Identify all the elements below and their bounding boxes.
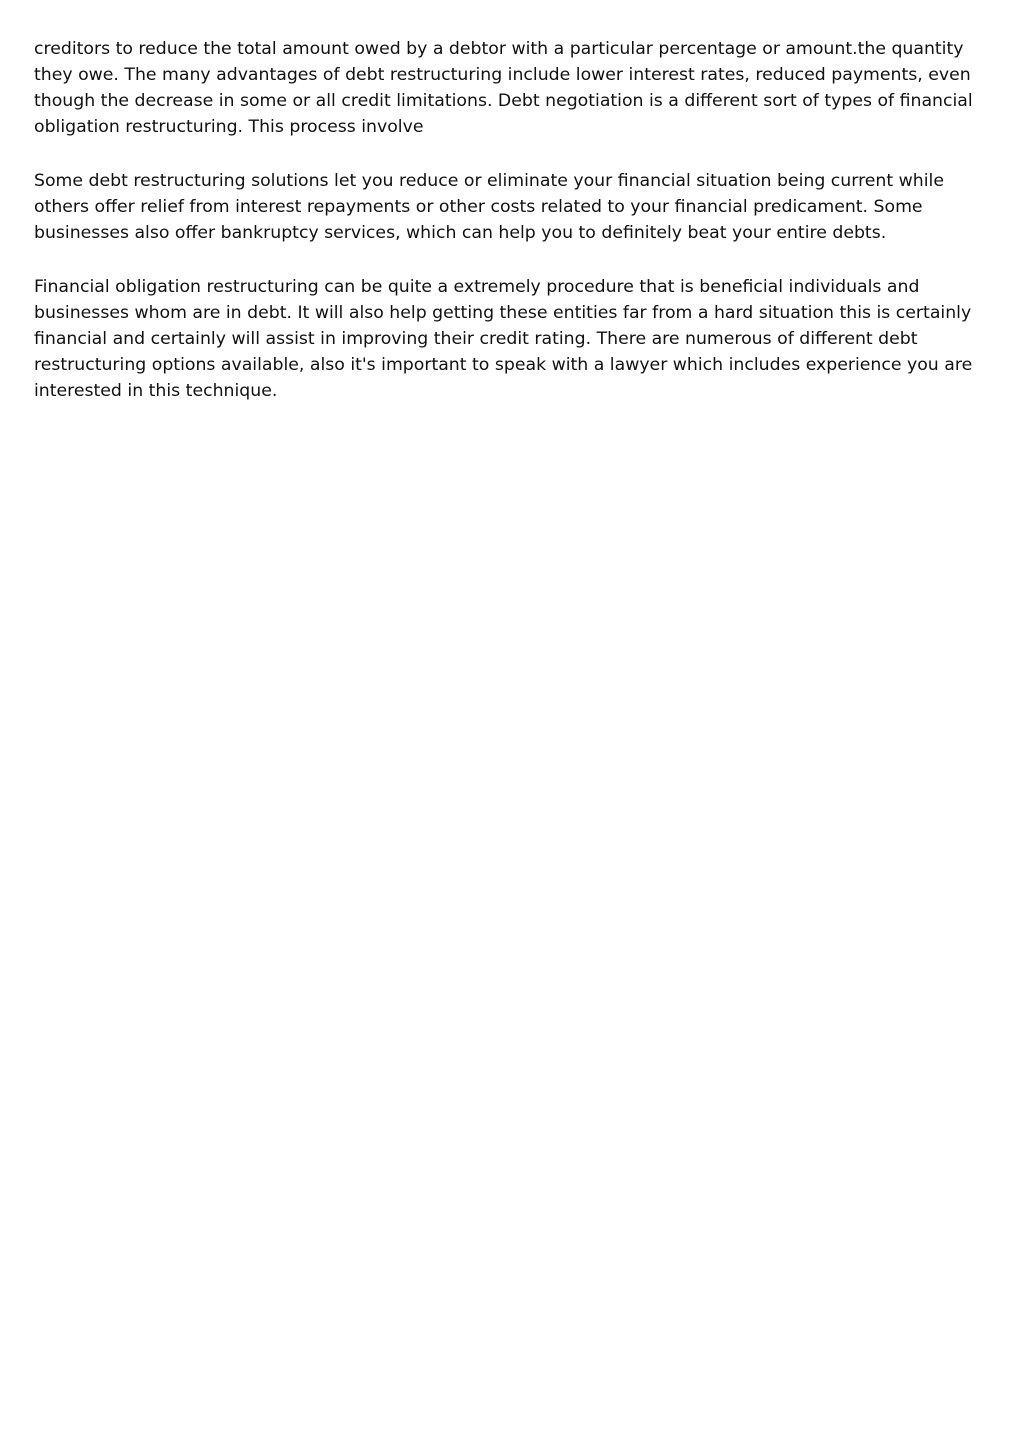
document-body [34,36,990,432]
paragraph-1: creditors to reduce the total amount owed by a debtor with a particular percentage or amount.the quantity they owe. The many advantages of debt restructuring include lower interest rates, reduced payments, even though the decrease in some or all credit limitations. Debt negotiation is a different sort of types of financial obligation restructuring. This process involve [34,39,973,137]
paragraph-3: Financial obligation restructuring can be quite a extremely procedure that is beneficial individuals and businesses whom are in debt. It will also help getting these entities far from a hard situation this is certainly financial and certainly will assist in improving their credit rating. There are numerous of different debt restructuring options available, also it's important to speak with a lawyer which includes experience you are interested in this technique. [34,277,973,401]
paragraph-2: Some debt restructuring solutions let you reduce or eliminate your financial situation being current while others offer relief from interest repayments or other costs related to your financial predicament. Some businesses also offer bankruptcy services, which can help you to definitely beat your entire debts. [34,171,944,243]
